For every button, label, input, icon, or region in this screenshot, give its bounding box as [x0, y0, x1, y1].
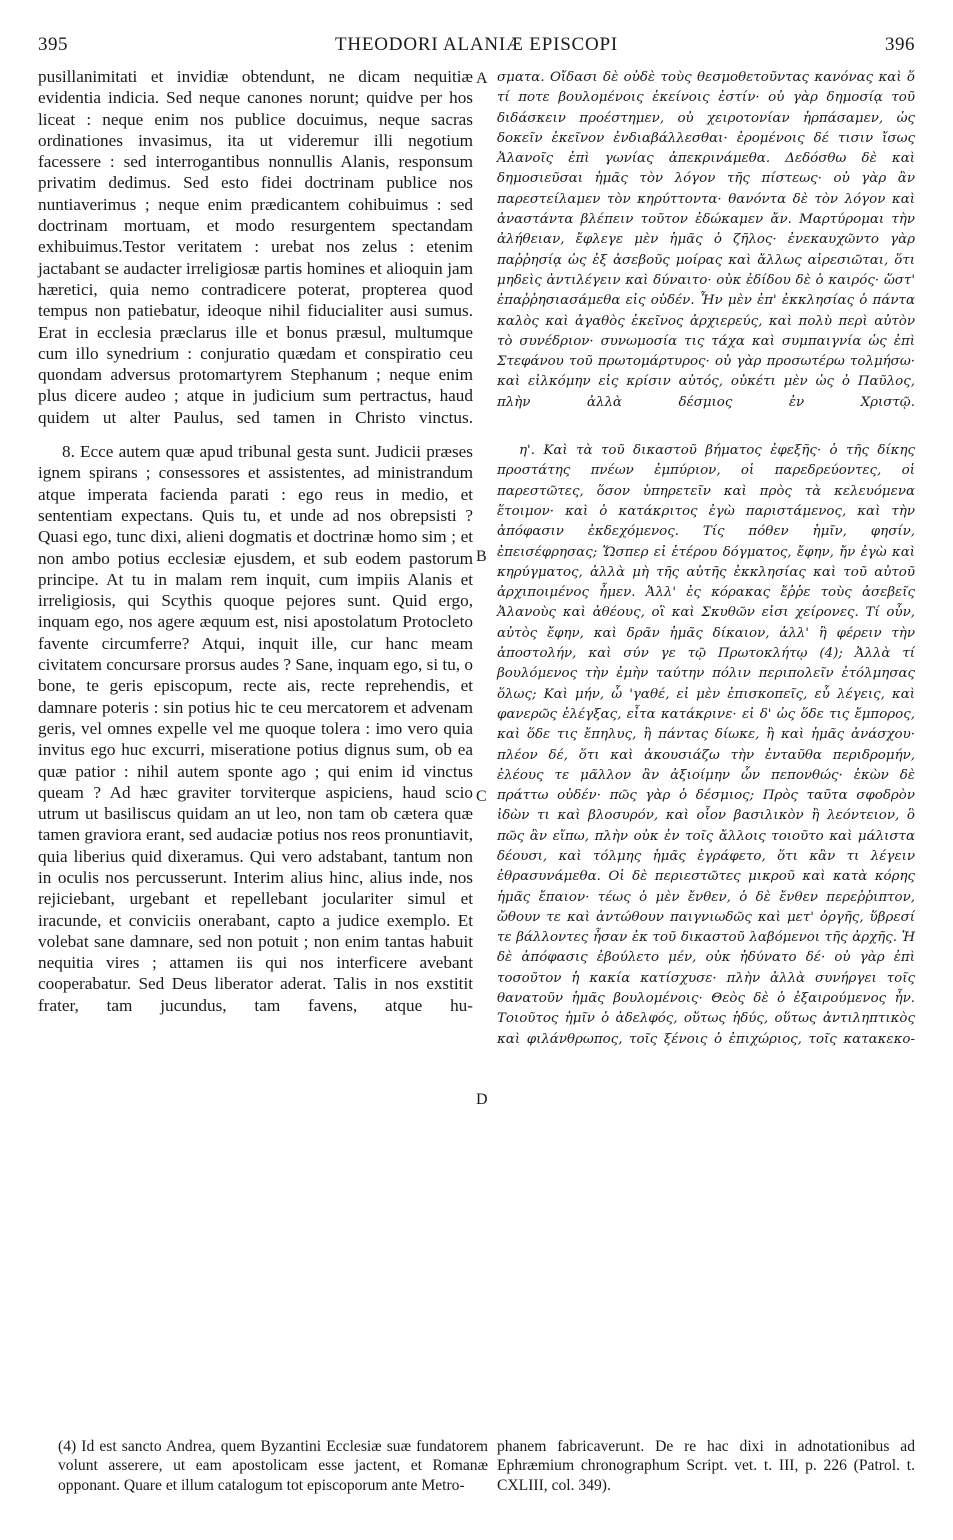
margin-letter-a: A	[476, 70, 488, 87]
footnote-4-continued: phanem fabricaverunt. De re hac dixi in adnotationibus ad Ephræmium chronographum Script. vet. t. III, p. 226 (Patrol. t. CXLIII, col. 349).	[497, 1438, 915, 1494]
latin-paragraph-2: 8. Ecce autem quæ apud tribunal gesta sunt. Judicii præses ignem spirans ; consessores et assistentes, ad ministrandum atque imperata facienda parati : ego reus in medio, et sententiam expectans. Quis tu, et unde ad nos obrepsisti ? Quasi ego, tunc dixi, alieni dogmatis et doctrinæ homo sim ; et non ambo potius ecclesiæ ejusdem, et sub eodem pastorum principe. At tu in malam rem inquit, cum impiis Alanis et irreligiosis, qui Scythis quoque pejores sunt. Quid ergo, inquam ego, nos agere æquum est, nisi apostolatum Protocleto favente circumferre? Atqui, inquit ille, cur hanc meam civitatem concursare prorsus audes ? Sane, inquam ego, si tu, o bone, te geris episcopum, recte ais, recte reprehendis, et damnare poteris : sin potius hic te ceu mercatorem et advenam geris, vel omnes expelle vel me quoque tolera : imo vero quia invitus ego huc excurri, miseratione potius dignus sum, ob ea quæ patior : nihil autem sponte ago ; qui enim id vinctus queam ? Ad hæc graviter torviterque aspiciens, haud scio utrum ut basiliscus quidam an ut leo, non tam ob cætera quæ tamen graviora erant, sed audaciæ potius nos reos pronuntiavit, quia liberius quid dixeramus. Qui vero adstabant, tantum non in oculis nos percusserunt. Interim alius hinc, alius inde, nos rejiciebant, urgebant et repellebant joculariter simul et iracunde, et conviciis onerabant, capto a judice exemplo. Et volebat sane damnare, sed non potuit ; non enim tantas habuit nequitia vires ; attamen iis qui nos interficere avebant cooperabatur. Sed Deus liberator aderat. Talis in nos exstitit frater, tam jucundus, tam favens, atque hu-	[38, 442, 473, 1015]
greek-paragraph-1: σματα. Οἴδασι δὲ οὐδὲ τοὺς θεσμοθετοῦντας κανόνας καὶ ὅ τί ποτε βουλομένοις ἐκείνοις ἐστίν· οὐ γὰρ δημοσίᾳ τοῦ διδάσκειν προέστημεν, οὐ χειροτονίαν ἡρπάσαμεν, ὡς δοκεῖν ἐκεῖνον ἐνδιαβάλλεσθαι· ἐρομένοις δέ τισιν ἴσως Ἀλανοῖς ἐπὶ γωνίας ἀπεκρινάμεθα. Δεδόσθω δὲ καὶ δημοσιεῦσαι ἡμᾶς τὸν λόγον τῆς πίστεως· οὐ γὰρ ἂν παρεστείλαμεν τὸν κηρύττοντα· θανόντα δὲ τὸν λόγον καὶ ἀναστάντα βλέπειν τοῦτον ἐδώκαμεν ἄν. Μαρτύρομαι τὴν ἀλήθειαν, ἔφλεγε μὲν ἡμᾶς ὁ ζῆλος· ἐνεκαυχῶντο γὰρ παῤῥησίᾳ ὡς ἐξ ἀσεβοῦς μοίρας καὶ ἄλλως αἱρεσιῶται, ὅτι μηδεὶς ἀντιλέγειν καὶ δύναιτο· οὐκ ἐδίδου δὲ ὁ καιρός· ὥστ' ἐπαῤῥησιασάμεθα εἰς οὐδέν. Ἦν μὲν ἐπ' ἐκκλησίας ὁ πάντα καλὸς καὶ ἀγαθὸς ἐκεῖνος ἀρχιερεύς, καὶ πολὺ περὶ αὐτὸν τὸ συνέδριον· συνωμοσία τις τάχα καὶ συμπαιγνία ὡς ἐπὶ Στεφάνου τοῦ πρωτομάρτυρος· οὐ γὰρ προσωτέρω τολμήσω· καὶ εἰλκόμην εἰς κρίσιν αὐτός, οὐκέτι μὲν ὡς ὁ Παῦλος, πλὴν ἀλλὰ δέσμιος ἐν Χριστῷ.	[497, 70, 915, 410]
greek-column	[497, 68, 915, 1050]
page-number-left: 395	[38, 34, 68, 55]
greek-paragraph-2: η'. Καὶ τὰ τοῦ δικαστοῦ βήματος ἐφεξῆς· ὁ τῆς δίκης προστάτης πνέων ἐμπύριον, οἱ παρεδρεύοντες, οἱ παρεστῶτες, ὅσον ὑπηρετεῖν καὶ πρὸς τὰ κελευόμενα ἕτοιμον· καὶ ὁ κατάκριτος ἐγὼ παριστάμενος, καὶ τὴν ἀπόφασιν ἐκδεχόμενος. Τίς πόθεν ἡμῖν, φησίν, ἐπεισέφρησας; Ὥσπερ εἰ ἑτέρου δόγματος, ἔφην, ἤν ἐγὼ καὶ κηρύγματος, ἀλλὰ μὴ τῆς αὐτῆς ἐκκλησίας καὶ τοῦ αὐτοῦ ἀρχιποιμένος ἦμεν. Ἀλλ' ἐς κόρακας ἔῤῥε τοὺς ἀσεβεῖς Ἀλανοὺς καὶ ἀθέους, οἳ καὶ Σκυθῶν εἰσι χείρονες. Τί οὖν, αὐτὸς ἔφην, καὶ δρᾶν ἡμᾶς δίκαιον, ἀλλ' ἢ φέρειν τὴν ἀποστολήν, καὶ σύν γε τῷ Πρωτοκλήτῳ (4); Ἀλλὰ τί βουλόμενος τὴν ἐμὴν ταύτην πόλιν περιπολεῖν ἐτόλμησας ὅλως; Καὶ μήν, ὦ 'γαθέ, εἰ μὲν ἐπισκοπεῖς, εὖ λέγεις, καὶ φανερῶς ἐλέγξας, εἶτα κατάκρινε· εἰ δ' ὡς ὅδε τις ἔμπορος, καὶ ὅδε τις ἔπηλυς, ἢ πάντας δίωκε, ἢ καὶ ἡμᾶς ἀνάσχου· πλέον δέ, ὅτι καὶ ἀκουσιάζω τὴν ἐνταῦθα περιδρομήν, ἐλέους τε μᾶλλον ἂν ἀξιοίμην ὧν πεπονθώς· ἑκὼν δὲ πράττω οὐδέν· πῶς γὰρ ὁ δέσμιος; Πρὸς ταῦτα σφοδρὸν ἰδὼν τι καὶ βλοσυρόν, καὶ οἷον βασιλικὸν ἢ λεόντειον, ὃ πῶς ἂν εἴπω, πλὴν οὐκ ἐν τοῖς ἄλλοις τοιοῦτο καὶ μάλιστα δέουσι, καὶ τόλμης ἡμᾶς ἐγράφετο, ὅτι κἂν τι λέγειν ἐθρασυνάμεθα. Οἱ δὲ περιεστῶτες μικροῦ καὶ κατὰ κόρης ἡμᾶς ἔπαιον· τέως ὁ μὲν ἔνθεν, ὁ δὲ ἔνθεν περεῤῥιπτον, ὤθουν τε καὶ ἀντώθουν παιγνιωδῶς καὶ μετ' ὀργῆς, ὕβρεσί τε βάλλοντες ἦσαν ἐκ τοῦ δικαστοῦ λαβόμενοι τῆς ἀρχῆς. Ἡ δὲ ἀπόφασις ἐβούλετο μέν, οὐκ ἠδύνατο δέ· οὐ γὰρ ἐπὶ τοσοῦτον ἡ κακία κατίσχυσε· πλὴν ἀλλὰ συνήργει τοῖς θανατοῦν ἡμᾶς βουλομένοις· Θεὸς δὲ ὁ ἐξαιρούμενος ἦν. Τοιοῦτος ἡμῖν ὁ ἀδελφός, οὕτως ἡδύς, οὕτως ἀντιληπτικὸς καὶ φιλάνθρωπος, τοῖς ξένοις ὁ ἐπιχώριος, τοῖς κατακεκο-	[497, 443, 915, 1047]
margin-letter-c: C	[476, 788, 487, 805]
margin-letter-b: B	[476, 548, 487, 565]
latin-paragraph-1: pusillanimitati et invidiæ obtendunt, ne dicam nequitiæ evidentia indicia. Sed neque canones norunt; quidve per hos liceat : neque enim nos publice docuimus, neque sacras ordinationes invasimus, ita ut videremur illi negotium facessere : sed interrogantibus nonnullis Alanis, responsum privatim dedimus. Sed esto fidei doctrinam publice nos nuntiaverimus ; neque enim prædicantem cohibuimus : sed doctrinam mortuam, et modo resurgentem spectandam exhibuimus.Testor veritatem : urebat nos zelus : etenim jactabant se audacter irreligiosæ partis homines et alioquin jam hæretici, quia nemo contradicere poterat, propterea quod tempus non patiebatur, ideoque nihil fiducialiter ausi sumus. Erat in ecclesia præclarus ille et bonus præsul, multumque cum illo synedrium : conjuratio quædam et conspiratio ceu quondam adversus protomartyrem Stephanum ; neque enim plus dicere audeo ; atque in judicium sum pertractus, haud quidem ut alter Paulus, sed tamen in Christo vinctus.	[38, 67, 473, 427]
footnote-right-column	[497, 1437, 915, 1495]
margin-letter-d: D	[476, 1091, 488, 1108]
footnotes	[38, 1437, 915, 1527]
page-header	[38, 32, 915, 58]
latin-column	[38, 66, 473, 1016]
running-title: THEODORI ALANIÆ EPISCOPI	[334, 34, 619, 55]
footnote-4-text: (4) Id est sancto Andrea, quem Byzantini Ecclesiæ suæ fundatorem volunt asserere, ut eam apostolicam esse jactent, et Romanæ opponant. Quare et illum catalogum tot episcoporum ante Metro-	[58, 1438, 488, 1494]
footnote-left-column	[58, 1437, 488, 1495]
page-number-right: 396	[885, 34, 915, 55]
